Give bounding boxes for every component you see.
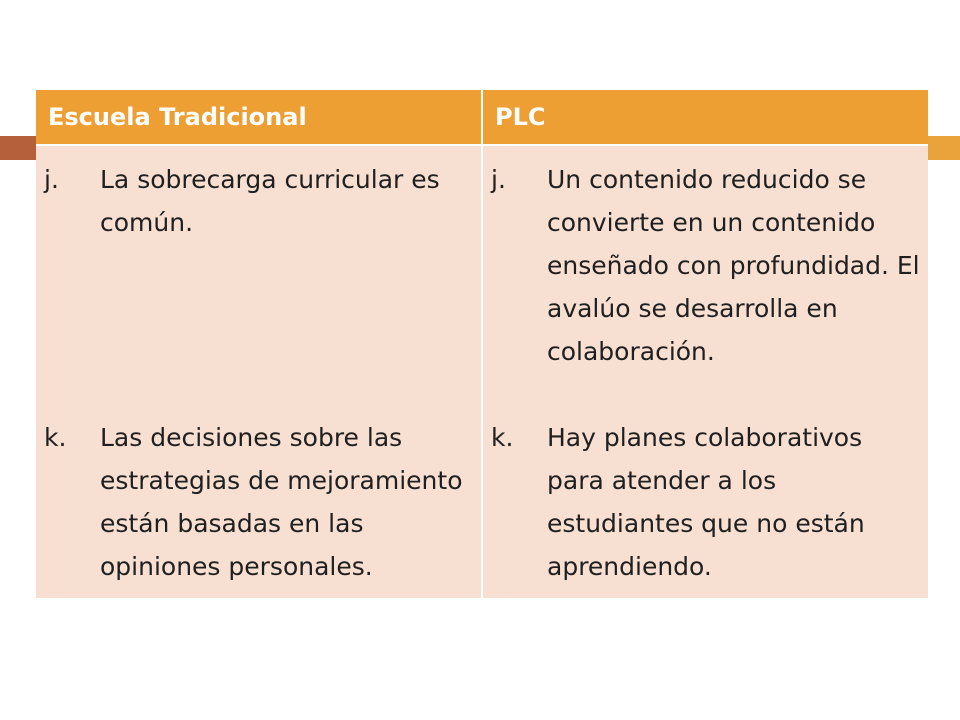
item-marker: j. [491,165,506,194]
item-marker: j. [44,165,59,194]
table-header-row [36,90,928,145]
item-marker: k. [44,423,67,452]
list-item-j-tradicional [44,158,473,416]
cell-escuela-tradicional [36,145,482,598]
table-row [36,145,928,598]
list-item-j-plc [491,158,920,416]
list-item-k-plc [491,416,920,588]
item-marker: k. [491,423,514,452]
decorative-bar-left [0,136,36,160]
header-plc: PLC [482,90,928,145]
comparison-table [36,90,928,598]
list-item-k-tradicional [44,416,473,588]
header-escuela-tradicional: Escuela Tradicional [36,90,482,145]
cell-plc [482,145,928,598]
item-text: Un contenido reducido se convierte en un contenido enseñado con profundidad. El avalúo se desarrolla en colaboración. [547,165,920,366]
item-text: La sobrecarga curricular es común. [100,165,440,237]
decorative-bar-right [928,136,960,160]
item-text: Las decisiones sobre las estrategias de mejoramiento están basadas en las opiniones personales. [100,423,463,581]
item-text: Hay planes colaborativos para atender a los estudiantes que no están aprendiendo. [547,423,865,581]
